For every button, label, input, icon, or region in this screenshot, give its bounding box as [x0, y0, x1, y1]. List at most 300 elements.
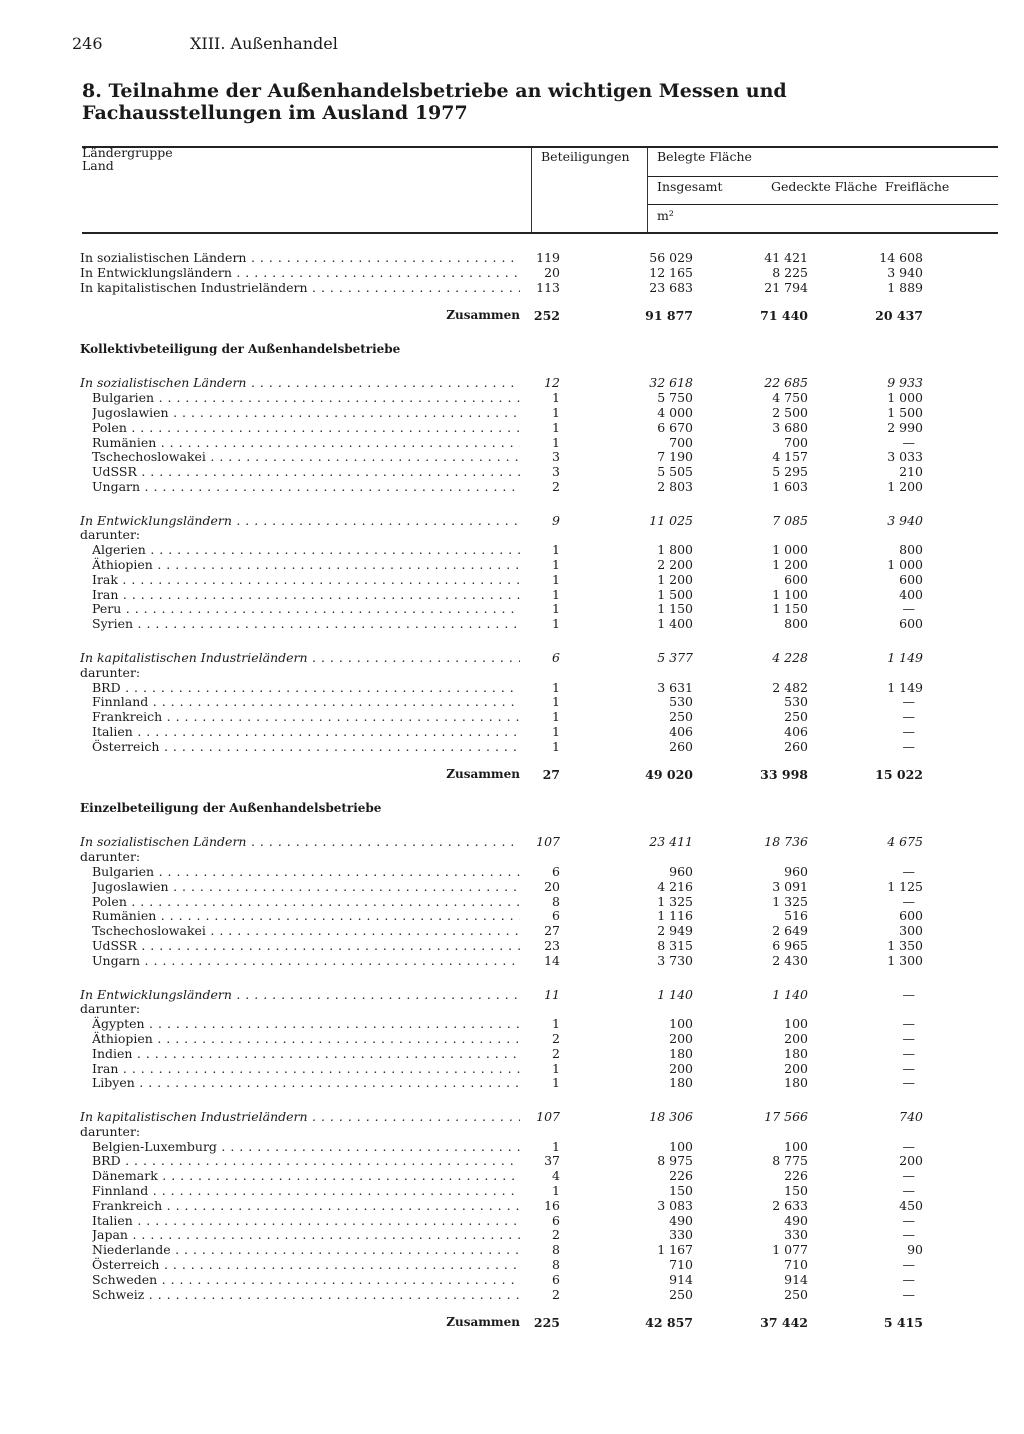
covered-area-cell: 1 603 [772, 478, 808, 494]
header-unit: m² [657, 208, 674, 223]
covered-area-cell: 226 [784, 1168, 808, 1184]
table-title: 8. Teilnahme der Außenhandelsbetriebe an wichtigen Messen und Fachausstellungen im Ausland 1977 [82, 80, 787, 124]
open-area-cell: — [902, 434, 915, 450]
participations-cell: 1 [552, 709, 560, 725]
open-area-cell: — [902, 723, 915, 739]
participations-cell: 252 [533, 307, 560, 323]
open-area-cell: 300 [899, 923, 923, 939]
row-label: Japan . . . [92, 1227, 520, 1242]
total-area-cell: 330 [669, 1227, 693, 1243]
row-label: Bulgarien . . . [92, 390, 520, 405]
table-row [0, 1075, 1024, 1090]
open-area-cell: 14 608 [879, 250, 923, 265]
table-row [0, 694, 1024, 709]
table-row [0, 1287, 1024, 1302]
open-area-cell: — [902, 1257, 915, 1272]
open-area-cell: — [902, 738, 915, 754]
row-label: Niederlande . . . [92, 1242, 520, 1257]
covered-area-cell: 914 [784, 1271, 808, 1287]
covered-area-cell: 2 430 [772, 952, 808, 968]
row-label: Zusammen [446, 307, 520, 322]
open-area-cell: — [902, 601, 915, 617]
total-area-cell: 1 167 [657, 1242, 693, 1258]
covered-area-cell: 4 157 [772, 449, 808, 465]
table-row [0, 1183, 1024, 1198]
participations-cell: 1 [552, 404, 560, 420]
open-area-cell: — [902, 1138, 915, 1154]
total-area-cell: 250 [669, 1286, 693, 1302]
covered-area-cell: 330 [784, 1227, 808, 1243]
total-area-cell: 1 800 [657, 542, 693, 558]
total-area-cell: 530 [669, 694, 693, 710]
open-area-cell: 600 [899, 616, 923, 632]
open-area-cell: — [902, 1286, 915, 1302]
total-area-cell: 914 [669, 1271, 693, 1287]
open-area-cell: 3 940 [887, 264, 923, 280]
open-area-cell: — [902, 1183, 915, 1198]
row-label: Ungarn . . . [92, 953, 520, 968]
row-label: Italien . . . [92, 1213, 520, 1228]
covered-area-cell: 1 000 [772, 542, 808, 558]
covered-area-cell: 200 [784, 1030, 808, 1046]
row-label: In Entwicklungsländern . . . [80, 513, 520, 528]
row-label: BRD . . . [92, 680, 520, 695]
row-label: Peru . . . [92, 601, 520, 616]
covered-area-cell: 17 566 [764, 1109, 808, 1124]
total-area-cell: 150 [669, 1183, 693, 1198]
covered-area-cell: 2 500 [772, 404, 808, 420]
participations-cell: 1 [552, 1075, 560, 1091]
covered-area-cell: 3 680 [772, 419, 808, 435]
covered-area-cell: 150 [784, 1183, 808, 1198]
open-area-cell: — [902, 1271, 915, 1287]
row-label: BRD . . . [92, 1153, 520, 1168]
total-area-cell: 1 200 [657, 571, 693, 587]
open-area-cell: 1 149 [887, 649, 923, 665]
covered-area-cell: 1 325 [772, 893, 808, 909]
open-area-cell: — [902, 709, 915, 725]
total-area-cell: 91 877 [645, 307, 693, 323]
row-label: In sozialistischen Ländern . . . [80, 375, 520, 390]
row-label: Polen . . . [92, 420, 520, 435]
row-label: Österreich . . . [92, 1257, 520, 1272]
total-area-cell: 960 [669, 864, 693, 879]
covered-area-cell: 4 228 [772, 649, 808, 665]
row-label: Rumänien . . . [92, 435, 520, 450]
total-area-cell: 2 200 [657, 557, 693, 572]
row-label: UdSSR . . . [92, 464, 520, 479]
open-area-cell: 1 000 [887, 557, 923, 572]
participations-cell: 8 [552, 1242, 560, 1258]
table-row [0, 557, 1024, 572]
table-row [0, 587, 1024, 602]
open-area-cell: 5 415 [883, 1314, 923, 1330]
open-area-cell: 2 990 [887, 419, 923, 435]
row-label: Zusammen [446, 767, 520, 781]
covered-area-cell: 600 [784, 571, 808, 587]
table-row [0, 464, 1024, 479]
total-area-cell: 56 029 [649, 250, 693, 265]
chapter-title: XIII. Außenhandel [190, 34, 338, 53]
table-row [0, 1257, 1024, 1272]
participations-cell: 1 [552, 557, 560, 572]
total-area-cell: 8 975 [657, 1153, 693, 1169]
participations-cell: 27 [544, 923, 560, 939]
row-label: Jugoslawien . . . [92, 405, 520, 420]
open-area-cell: 1 149 [887, 679, 923, 695]
total-area-cell: 200 [669, 1030, 693, 1046]
open-area-cell: 9 933 [887, 375, 923, 391]
row-label: Dänemark . . . [92, 1168, 520, 1183]
header-group: Ländergruppe [82, 145, 173, 160]
row-label: Finnland . . . [92, 1183, 520, 1198]
participations-cell: 107 [536, 834, 560, 850]
row-label: Schweiz . . . [92, 1287, 520, 1302]
table-row [0, 1031, 1024, 1046]
row-label: Österreich . . . [92, 739, 520, 754]
covered-area-cell: 710 [784, 1257, 808, 1272]
participations-cell: 12 [544, 375, 560, 391]
covered-area-cell: 960 [784, 864, 808, 879]
open-area-cell: — [902, 986, 915, 1002]
covered-area-cell: 22 685 [764, 375, 808, 391]
table-row [0, 834, 1024, 849]
participations-cell: 6 [552, 908, 560, 924]
header-country: Land [82, 158, 114, 173]
section-heading: Kollektivbeteiligung der Außenhandelsbetriebe [80, 341, 401, 356]
open-area-cell: 1 300 [887, 952, 923, 968]
covered-area-cell: 180 [784, 1045, 808, 1061]
open-area-cell: 600 [899, 571, 923, 587]
table-row [0, 572, 1024, 587]
table-row [0, 680, 1024, 695]
header-participations: Beteiligungen [541, 149, 630, 164]
row-label: darunter: [80, 849, 141, 865]
table-row [0, 953, 1024, 968]
covered-area-cell: 406 [784, 723, 808, 739]
participations-cell: 2 [552, 1045, 560, 1061]
covered-area-cell: 1 200 [772, 557, 808, 572]
row-label: Jugoslawien . . . [92, 879, 520, 894]
open-area-cell: — [902, 1030, 915, 1046]
row-label: Polen . . . [92, 894, 520, 909]
open-area-cell: — [902, 1227, 915, 1243]
covered-area-cell: 250 [784, 1286, 808, 1302]
total-area-cell: 100 [669, 1016, 693, 1032]
row-label: Rumänien . . . [92, 908, 520, 923]
participations-cell: 1 [552, 571, 560, 587]
participations-cell: 1 [552, 1138, 560, 1154]
table-row [0, 280, 1024, 295]
participations-cell: 8 [552, 893, 560, 909]
covered-area-cell: 530 [784, 694, 808, 710]
total-area-cell: 490 [669, 1212, 693, 1228]
table-row [0, 1016, 1024, 1031]
total-area-cell: 32 618 [649, 375, 693, 391]
total-area-cell: 1 500 [657, 586, 693, 602]
table-row [0, 1109, 1024, 1124]
participations-cell: 2 [552, 478, 560, 494]
table-row [0, 449, 1024, 464]
covered-area-cell: 700 [784, 434, 808, 450]
row-label: Syrien . . . [92, 616, 520, 631]
open-area-cell: 600 [899, 908, 923, 924]
total-area-cell: 250 [669, 709, 693, 725]
row-label: Tschechoslowakei . . . [92, 923, 520, 938]
open-area-cell: — [902, 1075, 915, 1091]
open-area-cell: — [902, 1045, 915, 1061]
header-open: Freifläche [885, 179, 950, 194]
total-area-cell: 42 857 [645, 1314, 693, 1330]
table-row [0, 1168, 1024, 1183]
open-area-cell: 90 [907, 1242, 923, 1258]
covered-area-cell: 260 [784, 738, 808, 754]
participations-cell: 3 [552, 449, 560, 465]
open-area-cell: — [902, 1168, 915, 1184]
table-row [0, 390, 1024, 405]
row-label: Schweden . . . [92, 1272, 520, 1287]
row-label: darunter: [80, 1123, 141, 1139]
total-area-cell: 100 [669, 1138, 693, 1154]
row-label: Ungarn . . . [92, 479, 520, 494]
covered-area-cell: 8 225 [772, 264, 808, 280]
table-row [0, 250, 1024, 265]
table-row [0, 1198, 1024, 1213]
covered-area-cell: 1 150 [772, 601, 808, 617]
participations-cell: 1 [552, 679, 560, 695]
note-row [0, 527, 1024, 542]
row-label: Italien . . . [92, 724, 520, 739]
row-label: In kapitalistischen Industrieländern . . . [80, 1109, 520, 1124]
participations-cell: 6 [552, 649, 560, 665]
covered-area-cell: 21 794 [764, 279, 808, 295]
total-area-cell: 6 670 [657, 419, 693, 435]
open-area-cell: 200 [899, 1153, 923, 1169]
table-row [0, 265, 1024, 280]
covered-area-cell: 5 295 [772, 464, 808, 480]
row-label: In sozialistischen Ländern . . . [80, 834, 520, 849]
open-area-cell: 20 437 [875, 307, 923, 323]
row-label: Tschechoslowakei . . . [92, 449, 520, 464]
total-area-cell: 1 116 [657, 908, 693, 924]
participations-cell: 27 [542, 767, 560, 782]
open-area-cell: 3 940 [887, 512, 923, 528]
participations-cell: 14 [544, 952, 560, 968]
covered-area-cell: 4 750 [772, 390, 808, 406]
covered-area-cell: 3 091 [772, 878, 808, 894]
table-row [0, 1139, 1024, 1154]
table-row [0, 908, 1024, 923]
participations-cell: 225 [533, 1314, 560, 1330]
covered-area-cell: 41 421 [764, 250, 808, 265]
participations-cell: 6 [552, 864, 560, 879]
table-row [0, 1153, 1024, 1168]
open-area-cell: — [902, 893, 915, 909]
participations-cell: 2 [552, 1030, 560, 1046]
covered-area-cell: 18 736 [764, 834, 808, 850]
covered-area-cell: 2 482 [772, 679, 808, 695]
page-number: 246 [72, 34, 103, 53]
table-row [0, 938, 1024, 953]
total-area-cell: 49 020 [645, 767, 693, 782]
covered-area-cell: 8 775 [772, 1153, 808, 1169]
table-row [0, 1046, 1024, 1061]
participations-cell: 1 [552, 1060, 560, 1076]
total-area-cell: 200 [669, 1060, 693, 1076]
participations-cell: 2 [552, 1227, 560, 1243]
participations-cell: 1 [552, 434, 560, 450]
participations-cell: 2 [552, 1286, 560, 1302]
participations-cell: 1 [552, 1183, 560, 1198]
total-area-cell: 180 [669, 1045, 693, 1061]
participations-cell: 107 [536, 1109, 560, 1124]
covered-area-cell: 100 [784, 1016, 808, 1032]
total-area-cell: 260 [669, 738, 693, 754]
covered-area-cell: 37 442 [760, 1314, 808, 1330]
row-label: darunter: [80, 664, 141, 680]
table-row [0, 542, 1024, 557]
covered-area-cell: 100 [784, 1138, 808, 1154]
covered-area-cell: 490 [784, 1212, 808, 1228]
row-label: Iran . . . [92, 587, 520, 602]
total-area-cell: 1 400 [657, 616, 693, 632]
covered-area-cell: 800 [784, 616, 808, 632]
participations-cell: 6 [552, 1212, 560, 1228]
row-label: In Entwicklungsländern . . . [80, 987, 520, 1002]
covered-area-cell: 2 633 [772, 1197, 808, 1213]
participations-cell: 1 [552, 738, 560, 754]
open-area-cell: 400 [899, 586, 923, 602]
table-row [0, 987, 1024, 1002]
row-label: Zusammen [446, 1314, 520, 1329]
total-area-cell: 5 750 [657, 390, 693, 406]
total-area-cell: 180 [669, 1075, 693, 1091]
participations-cell: 1 [552, 542, 560, 558]
table-row [0, 894, 1024, 909]
covered-area-cell: 2 649 [772, 923, 808, 939]
covered-area-cell: 516 [784, 908, 808, 924]
total-area-cell: 406 [669, 723, 693, 739]
participations-cell: 1 [552, 723, 560, 739]
row-label: UdSSR . . . [92, 938, 520, 953]
open-area-cell: 1 500 [887, 404, 923, 420]
table-row [0, 739, 1024, 754]
open-area-cell: 4 675 [887, 834, 923, 850]
open-area-cell: — [902, 694, 915, 710]
table-row [0, 650, 1024, 665]
open-area-cell: 15 022 [875, 767, 923, 782]
row-label: Finnland . . . [92, 694, 520, 709]
row-label: Äthiopien . . . [92, 1031, 520, 1046]
table-row [0, 923, 1024, 938]
participations-cell: 1 [552, 390, 560, 406]
row-label: Iran . . . [92, 1061, 520, 1076]
open-area-cell: — [902, 1016, 915, 1032]
table-row [0, 479, 1024, 494]
total-row [0, 1315, 1024, 1330]
open-area-cell: 1 200 [887, 478, 923, 494]
covered-area-cell: 1 140 [772, 986, 808, 1002]
covered-area-cell: 71 440 [760, 307, 808, 323]
row-label: In Entwicklungsländern . . . [80, 265, 520, 280]
participations-cell: 119 [536, 250, 560, 265]
table-row [0, 1272, 1024, 1287]
open-area-cell: 3 033 [887, 449, 923, 465]
header-total: Insgesamt [657, 179, 723, 194]
total-area-cell: 3 730 [657, 952, 693, 968]
total-area-cell: 226 [669, 1168, 693, 1184]
total-area-cell: 5 505 [657, 464, 693, 480]
table-row [0, 435, 1024, 450]
row-label: Bulgarien . . . [92, 864, 520, 879]
table-row [0, 616, 1024, 631]
row-label: Ägypten . . . [92, 1016, 520, 1031]
open-area-cell: 1 350 [887, 938, 923, 953]
total-area-cell: 18 306 [649, 1109, 693, 1124]
participations-cell: 1 [552, 616, 560, 632]
covered-area-cell: 180 [784, 1075, 808, 1091]
total-area-cell: 23 411 [649, 834, 693, 850]
row-label: Äthiopien . . . [92, 557, 520, 572]
participations-cell: 1 [552, 694, 560, 710]
row-label: Libyen . . . [92, 1075, 520, 1090]
covered-area-cell: 1 100 [772, 586, 808, 602]
total-area-cell: 3 631 [657, 679, 693, 695]
section-heading: Einzelbeteiligung der Außenhandelsbetriebe [80, 800, 382, 815]
total-area-cell: 4 000 [657, 404, 693, 420]
row-label: darunter: [80, 527, 141, 543]
covered-area-cell: 7 085 [772, 512, 808, 528]
open-area-cell: — [902, 864, 915, 879]
note-row [0, 1124, 1024, 1139]
participations-cell: 1 [552, 1016, 560, 1032]
table-row [0, 1213, 1024, 1228]
participations-cell: 37 [544, 1153, 560, 1169]
header-area: Belegte Fläche [657, 149, 752, 164]
total-area-cell: 11 025 [649, 512, 693, 528]
participations-cell: 3 [552, 464, 560, 480]
note-row [0, 665, 1024, 680]
participations-cell: 9 [552, 512, 560, 528]
total-area-cell: 1 325 [657, 893, 693, 909]
participations-cell: 6 [552, 1271, 560, 1287]
covered-area-cell: 6 965 [772, 938, 808, 953]
row-label: Irak . . . [92, 572, 520, 587]
total-area-cell: 1 140 [657, 986, 693, 1002]
row-label: In kapitalistischen Industrieländern . . . [80, 280, 520, 295]
table-row [0, 405, 1024, 420]
row-label: Frankreich . . . [92, 709, 520, 724]
table-row [0, 879, 1024, 894]
open-area-cell: 450 [899, 1197, 923, 1213]
total-area-cell: 3 083 [657, 1197, 693, 1213]
total-area-cell: 7 190 [657, 449, 693, 465]
open-area-cell: 1 125 [887, 878, 923, 894]
open-area-cell: 800 [899, 542, 923, 558]
participations-cell: 20 [544, 264, 560, 280]
table-row [0, 709, 1024, 724]
header-covered: Gedeckte Fläche [771, 179, 878, 194]
row-label: Belgien-Luxemburg . . . [92, 1139, 520, 1154]
total-area-cell: 2 803 [657, 478, 693, 494]
total-row [0, 767, 1024, 782]
table-row [0, 864, 1024, 879]
total-area-cell: 4 216 [657, 878, 693, 894]
total-area-cell: 12 165 [649, 264, 693, 280]
open-area-cell: 1 889 [887, 279, 923, 295]
row-label: In kapitalistischen Industrieländern . . . [80, 650, 520, 665]
total-area-cell: 8 315 [657, 938, 693, 953]
